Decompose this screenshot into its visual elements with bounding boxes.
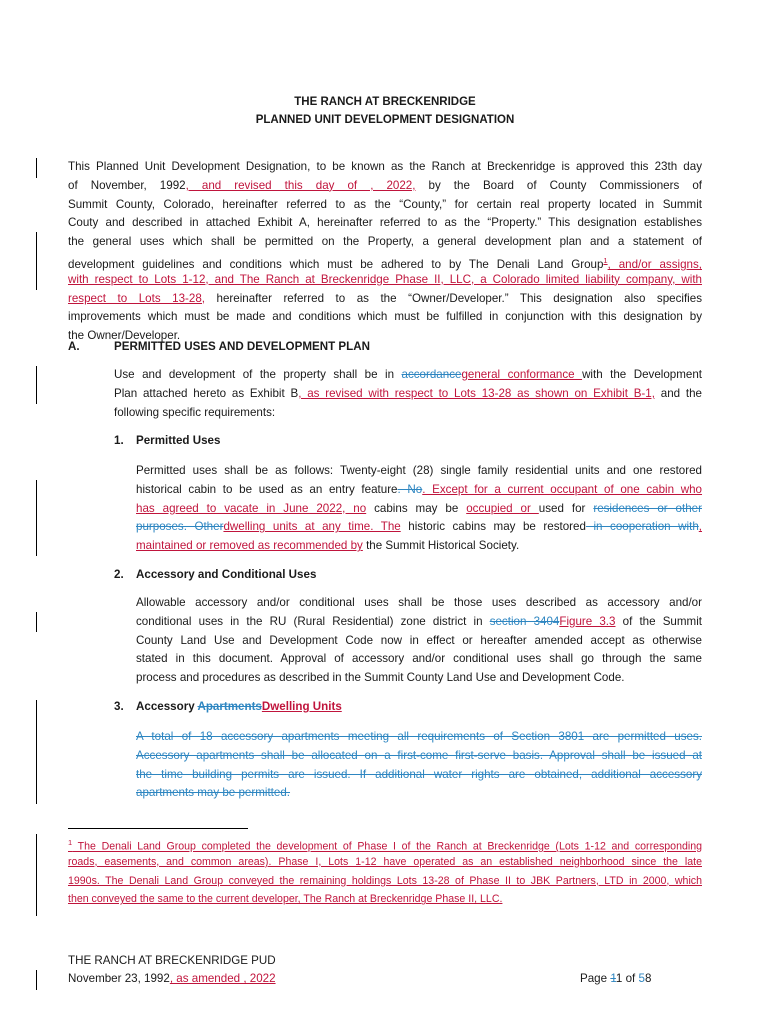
text-line — [136, 518, 702, 537]
text-run: with the Development — [582, 368, 703, 381]
document-title-line1: THE RANCH AT BRECKENRIDGE — [294, 96, 476, 108]
change-bar — [36, 834, 37, 916]
section-letter: A. — [68, 340, 80, 353]
text-run: of November, 1992 — [68, 178, 186, 192]
footnote-line — [68, 834, 702, 853]
text-line: improvements which must be made and conditions which must be fulfilled in conjunction with this designation by — [68, 310, 702, 324]
text-run: Page — [580, 972, 611, 985]
insertion: occupied or — [466, 501, 539, 515]
item-number: 3. — [114, 700, 124, 713]
insertion: , and/or assigns, — [607, 257, 702, 271]
deleted-line: apartments may be permitted. — [136, 786, 291, 800]
change-bar — [36, 480, 37, 556]
document-title-line2: PLANNED UNIT DEVELOPMENT DESIGNATION — [255, 114, 515, 126]
footnote-separator — [68, 828, 248, 829]
insertion: maintained or removed as recommended by — [136, 539, 363, 553]
insertion-line: with respect to Lots 1-12, and The Ranch at Breckenridge Phase II, LLC, a Colorado limited liability company, with — [68, 272, 702, 286]
text-run: development guidelines and conditions which must be adhered to by The Denali Land Group — [68, 257, 604, 271]
text-line — [136, 500, 702, 519]
footnote-line: then conveyed the same to the current developer, The Ranch at Breckenridge Phase II, LLC. — [68, 893, 503, 906]
text-line: Couty and described in attached Exhibit A, hereinafter referred to as the “Property.” This designation establishes — [68, 216, 702, 230]
insertion: , as amended , 2022 — [169, 972, 276, 985]
text-run: of — [622, 972, 639, 985]
item-number: 2. — [114, 568, 124, 581]
text-line: Allowable accessory and/or conditional uses shall be those uses described as accessory and/or — [136, 596, 702, 609]
text-line — [68, 177, 702, 196]
text-line: stated in this document. Approval of accessory and/or conditional uses shall go through the same — [136, 652, 702, 666]
deletion: 5 — [638, 972, 645, 985]
text-line — [68, 290, 702, 309]
intro-paragraph — [68, 158, 702, 346]
footnote-reference[interactable]: 1 — [603, 255, 608, 265]
footnote-number: 1 — [68, 838, 73, 847]
text-run: by the Board of County Commissioners of — [415, 178, 702, 192]
text-run: 1 — [615, 972, 623, 985]
section-heading: PERMITTED USES AND DEVELOPMENT PLAN — [114, 340, 370, 353]
insertion: respect to Lots 13-28, — [68, 291, 205, 305]
text-run: the Summit Historical Society. — [362, 539, 520, 553]
deletion: in cooperation with — [585, 520, 699, 534]
item-heading: Accessory and Conditional Uses — [136, 568, 317, 581]
text-run: Accessory — [136, 700, 198, 713]
insertion: Figure 3.3 — [559, 614, 616, 628]
text-run: Use and development of the property shall be in — [114, 368, 402, 381]
text-line: Summit County, Colorado, hereinafter referred to as the “County,” for certain real property located in Summit — [68, 197, 702, 211]
section-a-paragraph — [114, 366, 702, 422]
text-run: cabins may be — [366, 501, 467, 515]
text-run: Plan attached hereto as Exhibit B — [114, 386, 299, 400]
item-heading: Permitted Uses — [136, 434, 221, 447]
change-bar — [36, 158, 37, 178]
text-run: conditional uses in the RU (Rural Residential) zone district in — [136, 614, 490, 628]
change-bar — [36, 366, 37, 404]
change-bar — [36, 232, 37, 290]
insertion: dwelling units at any time. The — [223, 520, 401, 534]
deleted-line: the time building permits are issued. If additional water rights are obtained, additional accessory — [136, 767, 702, 781]
change-bar — [36, 700, 37, 804]
insertion: , — [698, 520, 703, 534]
text-run: November 23, 1992 — [68, 972, 170, 985]
deletion: residences or other — [593, 501, 702, 515]
text-line: the general uses which shall be permitted on the Property, a general development plan and a statement of — [68, 235, 702, 249]
item1-paragraph — [136, 462, 702, 556]
deleted-line: Accessory apartments shall be allocated on a first-come first-serve basis. Approval shall be issued at — [136, 748, 702, 762]
footer-title: THE RANCH AT BRECKENRIDGE PUD — [68, 954, 276, 967]
text-line — [136, 481, 702, 500]
deletion: section 3404 — [489, 614, 560, 628]
text-run: and the — [654, 386, 702, 400]
item2-paragraph — [136, 594, 702, 688]
item-heading — [136, 700, 342, 713]
text-run: 8 — [644, 972, 652, 985]
text-run: historic cabins may be restored — [400, 520, 586, 534]
text-run: used for — [538, 501, 594, 515]
text-line — [136, 537, 702, 556]
text-run: The Denali Land Group completed the development of Phase I of the Ranch at Breckenridge (Lots 1-12 and corresponding — [72, 840, 702, 853]
insertion: , as revised with respect to Lots 13-28 as shown on Exhibit B-1, — [298, 386, 655, 400]
text-run: of the Summit — [615, 614, 702, 628]
text-run: historical cabin to be used as an entry feature — [136, 482, 398, 496]
text-line: the Owner/Developer. — [68, 329, 181, 343]
footnote-line: 1990s. The Denali Land Group conveyed the remaining holdings Lots 13-28 of Phase II to JBK Partners, LTD in 2000, which — [68, 874, 702, 887]
text-line: process and procedures as described in the Summit County Land Use and Development Code. — [136, 671, 625, 685]
item-number: 1. — [114, 434, 124, 447]
insertion: has agreed to vacate in June 2022, no — [136, 501, 367, 515]
text-line: following specific requirements: — [114, 405, 276, 419]
footnote — [68, 834, 702, 909]
footer-date — [68, 972, 276, 985]
text-line: Permitted uses shall be as follows: Twenty-eight (28) single family residential units and one restored — [136, 464, 702, 477]
deleted-line: A total of 18 accessory apartments meeting all requirements of Section 3801 are permitted uses. — [136, 730, 702, 743]
page-number — [580, 972, 651, 985]
text-line — [114, 366, 702, 385]
insertion: general conformance — [461, 368, 583, 381]
text-run: hereinafter referred to as the “Owner/Developer.” This designation also specifies — [205, 291, 703, 305]
change-bar — [36, 970, 37, 990]
text-line — [114, 385, 702, 404]
deletion: purposes. Other — [136, 520, 224, 534]
text-line — [68, 252, 702, 271]
item3-deleted-paragraph — [136, 728, 702, 803]
deletion: . No — [397, 482, 423, 496]
insertion: . Except for a current occupant of one cabin who — [422, 482, 703, 496]
footnote-line: roads, easements, and common areas). Phase I, Lots 1-12 have operated as an established neighborhood since the late — [68, 855, 702, 868]
deletion: Apartments — [197, 700, 262, 713]
text-line: County Land Use and Development Code now in effect or hereafter amended accept as otherwise — [136, 633, 702, 647]
insertion: , and revised this day of , 2022, — [185, 178, 416, 192]
change-bar — [36, 612, 37, 632]
deletion: accordance — [401, 368, 462, 381]
insertion: Dwelling Units — [261, 700, 342, 713]
deletion: 1 — [610, 972, 616, 985]
text-line: This Planned Unit Development Designation, to be known as the Ranch at Breckenridge is approved this 23th day — [68, 160, 702, 173]
text-line — [136, 613, 702, 632]
